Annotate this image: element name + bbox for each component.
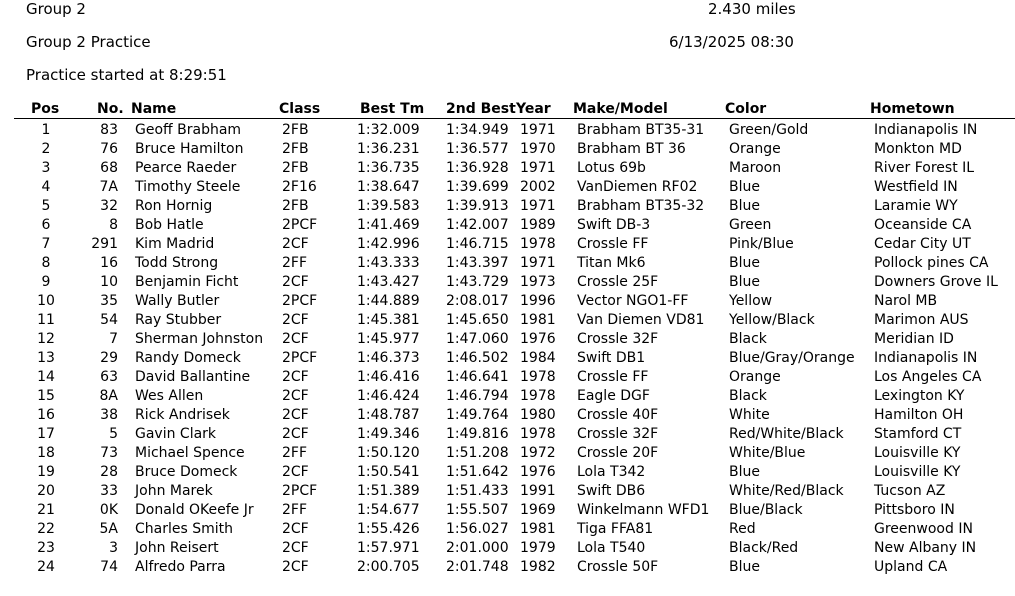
class-cell: 2CF — [282, 464, 309, 480]
table-row — [0, 217, 1015, 236]
year-cell: 1981 — [520, 312, 556, 328]
driver-name-cell: Wally Butler — [135, 293, 220, 309]
hometown-cell: New Albany IN — [874, 540, 977, 556]
hometown-cell: Tucson AZ — [874, 483, 946, 499]
make-model-cell: Crossle FF — [577, 369, 649, 385]
position-cell: 15 — [37, 388, 55, 404]
color-cell: Blue/Gray/Orange — [729, 350, 855, 366]
hometown-cell: Westfield IN — [874, 179, 958, 195]
class-cell: 2CF — [282, 407, 309, 423]
second-best-cell: 1:51.642 — [446, 464, 509, 480]
best-time-cell: 1:54.677 — [357, 502, 420, 518]
driver-name-cell: Gavin Clark — [135, 426, 217, 442]
driver-name-cell: Kim Madrid — [135, 236, 215, 252]
car-number-cell: 8A — [99, 388, 118, 404]
car-number-cell: 7A — [99, 179, 118, 195]
make-model-cell: Crossle 50F — [577, 559, 659, 575]
hometown-cell: Lexington KY — [874, 388, 965, 404]
color-cell: Blue — [729, 198, 760, 214]
hometown-cell: Marimon AUS — [874, 312, 969, 328]
hometown-cell: Laramie WY — [874, 198, 958, 214]
driver-name-cell: John Marek — [135, 483, 213, 499]
color-cell: Black — [729, 331, 767, 347]
table-row — [0, 141, 1015, 160]
make-model-cell: Crossle 32F — [577, 426, 659, 442]
year-cell: 1981 — [520, 521, 556, 537]
class-cell: 2CF — [282, 559, 309, 575]
car-number-cell: 33 — [100, 483, 118, 499]
year-cell: 1978 — [520, 426, 556, 442]
class-cell: 2F16 — [282, 179, 317, 195]
driver-name-cell: Bob Hatle — [135, 217, 204, 233]
session-start-time: Practice started at 8:29:51 — [26, 66, 227, 84]
make-model-cell: Brabham BT35-31 — [577, 122, 705, 138]
color-cell: Maroon — [729, 160, 782, 176]
color-cell: White — [729, 407, 770, 423]
table-row — [0, 483, 1015, 502]
column-header-hometown: Hometown — [870, 101, 955, 117]
make-model-cell: Crossle 25F — [577, 274, 659, 290]
second-best-cell: 1:49.816 — [446, 426, 509, 442]
second-best-cell: 1:49.764 — [446, 407, 509, 423]
color-cell: Red/White/Black — [729, 426, 844, 442]
make-model-cell: Crossle 32F — [577, 331, 659, 347]
best-time-cell: 1:41.469 — [357, 217, 420, 233]
make-model-cell: Lotus 69b — [577, 160, 646, 176]
hometown-cell: Monkton MD — [874, 141, 962, 157]
color-cell: Blue — [729, 274, 760, 290]
position-cell: 14 — [37, 369, 55, 385]
position-cell: 22 — [37, 521, 55, 537]
car-number-cell: 8 — [109, 217, 118, 233]
class-cell: 2FB — [282, 141, 309, 157]
make-model-cell: Brabham BT 36 — [577, 141, 686, 157]
position-cell: 5 — [41, 198, 51, 214]
second-best-cell: 1:56.027 — [446, 521, 509, 537]
make-model-cell: Eagle DGF — [577, 388, 650, 404]
hometown-cell: Stamford CT — [874, 426, 962, 442]
table-row — [0, 198, 1015, 217]
table-row — [0, 236, 1015, 255]
car-number-cell: 54 — [100, 312, 118, 328]
year-cell: 1989 — [520, 217, 556, 233]
best-time-cell: 1:46.416 — [357, 369, 420, 385]
table-row — [0, 407, 1015, 426]
table-row — [0, 293, 1015, 312]
table-row — [0, 445, 1015, 464]
table-row — [0, 255, 1015, 274]
make-model-cell: Vector NGO1-FF — [577, 293, 689, 309]
position-cell: 9 — [41, 274, 51, 290]
position-cell: 3 — [41, 160, 51, 176]
year-cell: 1970 — [520, 141, 556, 157]
table-row — [0, 350, 1015, 369]
class-cell: 2CF — [282, 331, 309, 347]
make-model-cell: Lola T342 — [577, 464, 646, 480]
second-best-cell: 1:36.928 — [446, 160, 509, 176]
color-cell: Blue — [729, 559, 760, 575]
position-cell: 21 — [37, 502, 55, 518]
color-cell: White/Red/Black — [729, 483, 844, 499]
table-row — [0, 369, 1015, 388]
color-cell: Pink/Blue — [729, 236, 794, 252]
second-best-cell: 1:55.507 — [446, 502, 509, 518]
best-time-cell: 2:00.705 — [357, 559, 420, 575]
second-best-cell: 1:46.502 — [446, 350, 509, 366]
position-cell: 23 — [37, 540, 55, 556]
make-model-cell: Crossle FF — [577, 236, 649, 252]
class-cell: 2PCF — [282, 217, 318, 233]
column-header-pos: Pos — [31, 101, 60, 117]
class-cell: 2PCF — [282, 350, 318, 366]
driver-name-cell: Pearce Raeder — [135, 160, 237, 176]
car-number-cell: 38 — [100, 407, 118, 423]
table-row — [0, 312, 1015, 331]
class-cell: 2FB — [282, 122, 309, 138]
hometown-cell: Meridian ID — [874, 331, 954, 347]
second-best-cell: 1:34.949 — [446, 122, 509, 138]
position-cell: 4 — [41, 179, 51, 195]
color-cell: Blue — [729, 255, 760, 271]
second-best-cell: 1:39.699 — [446, 179, 509, 195]
best-time-cell: 1:46.373 — [357, 350, 420, 366]
year-cell: 1978 — [520, 236, 556, 252]
second-best-cell: 1:46.641 — [446, 369, 509, 385]
class-cell: 2PCF — [282, 293, 318, 309]
second-best-cell: 1:47.060 — [446, 331, 509, 347]
car-number-cell: 83 — [100, 122, 118, 138]
table-row — [0, 122, 1015, 141]
car-number-cell: 7 — [109, 331, 118, 347]
hometown-cell: Cedar City UT — [874, 236, 971, 252]
color-cell: Red — [729, 521, 756, 537]
make-model-cell: Swift DB-3 — [577, 217, 651, 233]
year-cell: 1971 — [520, 122, 556, 138]
position-cell: 7 — [41, 236, 51, 252]
second-best-cell: 1:51.208 — [446, 445, 509, 461]
best-time-cell: 1:44.889 — [357, 293, 420, 309]
position-cell: 11 — [37, 312, 55, 328]
car-number-cell: 16 — [100, 255, 118, 271]
position-cell: 12 — [37, 331, 55, 347]
position-cell: 16 — [37, 407, 55, 423]
table-row — [0, 388, 1015, 407]
best-time-cell: 1:42.996 — [357, 236, 420, 252]
car-number-cell: 5 — [109, 426, 118, 442]
year-cell: 1971 — [520, 160, 556, 176]
make-model-cell: VanDiemen RF02 — [577, 179, 698, 195]
color-cell: Yellow/Black — [729, 312, 815, 328]
hometown-cell: Oceanside CA — [874, 217, 972, 233]
column-header-second-best: 2nd Best — [446, 101, 516, 117]
position-cell: 24 — [37, 559, 55, 575]
car-number-cell: 5A — [99, 521, 118, 537]
hometown-cell: Narol MB — [874, 293, 938, 309]
year-cell: 1980 — [520, 407, 556, 423]
class-cell: 2CF — [282, 274, 309, 290]
class-cell: 2CF — [282, 236, 309, 252]
position-cell: 8 — [41, 255, 51, 271]
best-time-cell: 1:51.389 — [357, 483, 420, 499]
table-row — [0, 426, 1015, 445]
table-row — [0, 160, 1015, 179]
make-model-cell: Tiga FFA81 — [577, 521, 654, 537]
car-number-cell: 68 — [100, 160, 118, 176]
session-datetime: 6/13/2025 08:30 — [669, 33, 794, 51]
column-header-best-time: Best Tm — [360, 101, 425, 117]
class-cell: 2CF — [282, 312, 309, 328]
hometown-cell: Indianapolis IN — [874, 350, 978, 366]
position-cell: 17 — [37, 426, 55, 442]
second-best-cell: 1:45.650 — [446, 312, 509, 328]
year-cell: 1996 — [520, 293, 556, 309]
color-cell: Yellow — [729, 293, 773, 309]
make-model-cell: Crossle 20F — [577, 445, 659, 461]
column-header-class: Class — [279, 101, 321, 117]
hometown-cell: River Forest IL — [874, 160, 975, 176]
column-header-color: Color — [725, 101, 767, 117]
car-number-cell: 63 — [100, 369, 118, 385]
year-cell: 1973 — [520, 274, 556, 290]
group-label: Group 2 — [26, 0, 86, 18]
car-number-cell: 29 — [100, 350, 118, 366]
best-time-cell: 1:45.977 — [357, 331, 420, 347]
table-row — [0, 502, 1015, 521]
best-time-cell: 1:50.541 — [357, 464, 420, 480]
second-best-cell: 2:08.017 — [446, 293, 509, 309]
hometown-cell: Louisville KY — [874, 445, 961, 461]
year-cell: 1971 — [520, 255, 556, 271]
session-name: Group 2 Practice — [26, 33, 151, 51]
best-time-cell: 1:55.426 — [357, 521, 420, 537]
second-best-cell: 1:36.577 — [446, 141, 509, 157]
year-cell: 1972 — [520, 445, 556, 461]
driver-name-cell: Timothy Steele — [135, 179, 241, 195]
table-row — [0, 521, 1015, 540]
car-number-cell: 32 — [100, 198, 118, 214]
second-best-cell: 1:39.913 — [446, 198, 509, 214]
hometown-cell: Pollock pines CA — [874, 255, 989, 271]
make-model-cell: Brabham BT35-32 — [577, 198, 705, 214]
best-time-cell: 1:36.735 — [357, 160, 420, 176]
class-cell: 2CF — [282, 540, 309, 556]
column-header-year: Year — [516, 101, 551, 117]
position-cell: 1 — [41, 122, 51, 138]
class-cell: 2FF — [282, 255, 308, 271]
year-cell: 1976 — [520, 331, 556, 347]
second-best-cell: 1:46.794 — [446, 388, 509, 404]
results-table-body — [0, 122, 1015, 578]
second-best-cell: 2:01.000 — [446, 540, 509, 556]
best-time-cell: 1:57.971 — [357, 540, 420, 556]
make-model-cell: Winkelmann WFD1 — [577, 502, 710, 518]
car-number-cell: 73 — [100, 445, 118, 461]
year-cell: 1978 — [520, 369, 556, 385]
best-time-cell: 1:36.231 — [357, 141, 420, 157]
make-model-cell: Crossle 40F — [577, 407, 659, 423]
driver-name-cell: Todd Strong — [135, 255, 219, 271]
car-number-cell: 76 — [100, 141, 118, 157]
best-time-cell: 1:32.009 — [357, 122, 420, 138]
year-cell: 1969 — [520, 502, 556, 518]
position-cell: 6 — [41, 217, 51, 233]
driver-name-cell: David Ballantine — [135, 369, 251, 385]
hometown-cell: Greenwood IN — [874, 521, 973, 537]
class-cell: 2PCF — [282, 483, 318, 499]
driver-name-cell: Benjamin Ficht — [135, 274, 239, 290]
best-time-cell: 1:43.427 — [357, 274, 420, 290]
driver-name-cell: Ron Hornig — [135, 198, 213, 214]
hometown-cell: Louisville KY — [874, 464, 961, 480]
color-cell: Black/Red — [729, 540, 799, 556]
second-best-cell: 1:43.397 — [446, 255, 509, 271]
year-cell: 2002 — [520, 179, 556, 195]
table-row — [0, 331, 1015, 350]
table-row — [0, 540, 1015, 559]
make-model-cell: Van Diemen VD81 — [577, 312, 705, 328]
class-cell: 2CF — [282, 369, 309, 385]
class-cell: 2CF — [282, 388, 309, 404]
class-cell: 2FB — [282, 198, 309, 214]
hometown-cell: Upland CA — [874, 559, 948, 575]
column-header-name: Name — [131, 101, 177, 117]
second-best-cell: 1:46.715 — [446, 236, 509, 252]
position-cell: 19 — [37, 464, 55, 480]
driver-name-cell: Alfredo Parra — [135, 559, 226, 575]
class-cell: 2CF — [282, 521, 309, 537]
year-cell: 1971 — [520, 198, 556, 214]
car-number-cell: 28 — [100, 464, 118, 480]
table-row — [0, 179, 1015, 198]
position-cell: 2 — [41, 141, 51, 157]
position-cell: 18 — [37, 445, 55, 461]
car-number-cell: 3 — [109, 540, 118, 556]
color-cell: Black — [729, 388, 767, 404]
make-model-cell: Titan Mk6 — [577, 255, 646, 271]
color-cell: Green — [729, 217, 772, 233]
table-row — [0, 559, 1015, 578]
color-cell: Blue/Black — [729, 502, 803, 518]
best-time-cell: 1:38.647 — [357, 179, 420, 195]
table-row — [0, 464, 1015, 483]
hometown-cell: Indianapolis IN — [874, 122, 978, 138]
color-cell: Green/Gold — [729, 122, 809, 138]
class-cell: 2FB — [282, 160, 309, 176]
year-cell: 1976 — [520, 464, 556, 480]
color-cell: Orange — [729, 141, 781, 157]
hometown-cell: Hamilton OH — [874, 407, 964, 423]
second-best-cell: 1:43.729 — [446, 274, 509, 290]
column-header-no: No. — [97, 101, 124, 117]
class-cell: 2CF — [282, 426, 309, 442]
driver-name-cell: Bruce Domeck — [135, 464, 238, 480]
make-model-cell: Swift DB1 — [577, 350, 646, 366]
make-model-cell: Swift DB6 — [577, 483, 646, 499]
class-cell: 2FF — [282, 502, 308, 518]
table-row — [0, 274, 1015, 293]
second-best-cell: 1:42.007 — [446, 217, 509, 233]
color-cell: Blue — [729, 179, 760, 195]
driver-name-cell: Michael Spence — [135, 445, 245, 461]
color-cell: Orange — [729, 369, 781, 385]
car-number-cell: 35 — [100, 293, 118, 309]
hometown-cell: Pittsboro IN — [874, 502, 955, 518]
best-time-cell: 1:39.583 — [357, 198, 420, 214]
second-best-cell: 2:01.748 — [446, 559, 509, 575]
driver-name-cell: Geoff Brabham — [135, 122, 242, 138]
car-number-cell: 74 — [100, 559, 118, 575]
year-cell: 1979 — [520, 540, 556, 556]
car-number-cell: 0K — [99, 502, 118, 518]
best-time-cell: 1:49.346 — [357, 426, 420, 442]
hometown-cell: Los Angeles CA — [874, 369, 982, 385]
driver-name-cell: Randy Domeck — [135, 350, 241, 366]
column-header-make-model: Make/Model — [573, 101, 668, 117]
position-cell: 13 — [37, 350, 55, 366]
track-distance: 2.430 miles — [708, 0, 796, 18]
make-model-cell: Lola T540 — [577, 540, 646, 556]
car-number-cell: 291 — [91, 236, 118, 252]
color-cell: Blue — [729, 464, 760, 480]
driver-name-cell: Rick Andrisek — [135, 407, 230, 423]
class-cell: 2FF — [282, 445, 308, 461]
year-cell: 1982 — [520, 559, 556, 575]
car-number-cell: 10 — [100, 274, 118, 290]
second-best-cell: 1:51.433 — [446, 483, 509, 499]
year-cell: 1991 — [520, 483, 556, 499]
driver-name-cell: Sherman Johnston — [135, 331, 264, 347]
best-time-cell: 1:46.424 — [357, 388, 420, 404]
position-cell: 10 — [37, 293, 55, 309]
year-cell: 1984 — [520, 350, 556, 366]
best-time-cell: 1:45.381 — [357, 312, 420, 328]
best-time-cell: 1:48.787 — [357, 407, 420, 423]
driver-name-cell: Bruce Hamilton — [135, 141, 244, 157]
driver-name-cell: Donald OKeefe Jr — [135, 502, 254, 518]
driver-name-cell: Ray Stubber — [135, 312, 222, 328]
year-cell: 1978 — [520, 388, 556, 404]
position-cell: 20 — [37, 483, 55, 499]
best-time-cell: 1:43.333 — [357, 255, 420, 271]
best-time-cell: 1:50.120 — [357, 445, 420, 461]
color-cell: White/Blue — [729, 445, 806, 461]
driver-name-cell: Wes Allen — [135, 388, 204, 404]
driver-name-cell: Charles Smith — [135, 521, 234, 537]
hometown-cell: Downers Grove IL — [874, 274, 998, 290]
driver-name-cell: John Reisert — [135, 540, 219, 556]
header-divider — [14, 118, 1015, 119]
